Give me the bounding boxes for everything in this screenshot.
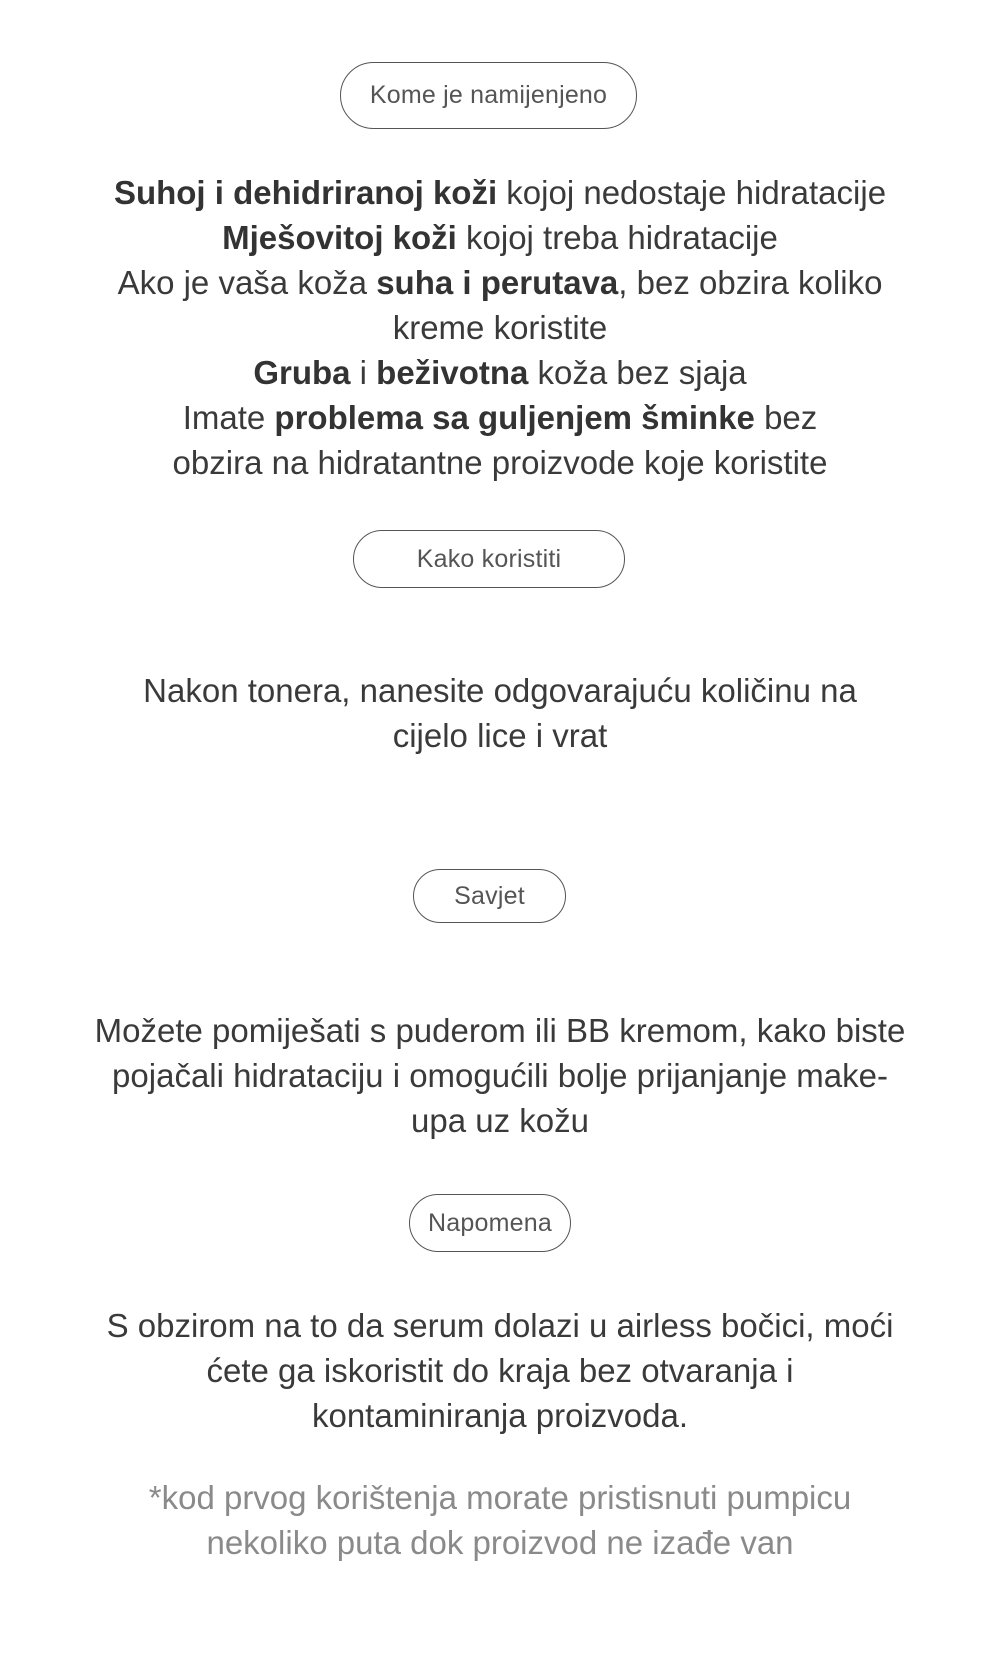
note-tab[interactable]: Napomena (409, 1194, 571, 1252)
target-line-3: Ako je vaša koža suha i perutava, bez obzira koliko kreme koristite (117, 264, 883, 346)
how-to-use-tab[interactable]: Kako koristiti (353, 530, 625, 588)
target-audience-tab[interactable]: Kome je namijenjeno (340, 62, 637, 129)
note-text: S obzirom na to da serum dolazi u airless bočici, moći ćete ga iskoristit do kraja bez otvaranja i kontaminiranja proizvoda. (106, 1307, 894, 1434)
how-to-use-text: Nakon tonera, nanesite odgovarajuću količinu na cijelo lice i vrat (143, 672, 857, 754)
tip-text: Možete pomiješati s puderom ili BB kremom, kako biste pojačali hidrataciju i omogućili bolje prijanjanje make-upa uz kožu (94, 1012, 906, 1139)
note-footnote: *kod prvog korištenja morate pristisnuti pumpicu nekoliko puta dok proizvod ne izađe van (148, 1479, 852, 1561)
target-line-4: Gruba i beživotna koža bez sjaja (253, 354, 747, 391)
target-line-1: Suhoj i dehidriranoj koži kojoj nedostaje hidratacije (113, 174, 887, 211)
target-line-5: Imate problema sa guljenjem šminke bez obzira na hidratantne proizvode koje koristite (172, 399, 828, 481)
tip-tab[interactable]: Savjet (413, 869, 566, 923)
target-line-2: Mješovitoj koži kojoj treba hidratacije (222, 219, 778, 256)
target-audience-text (90, 170, 910, 485)
